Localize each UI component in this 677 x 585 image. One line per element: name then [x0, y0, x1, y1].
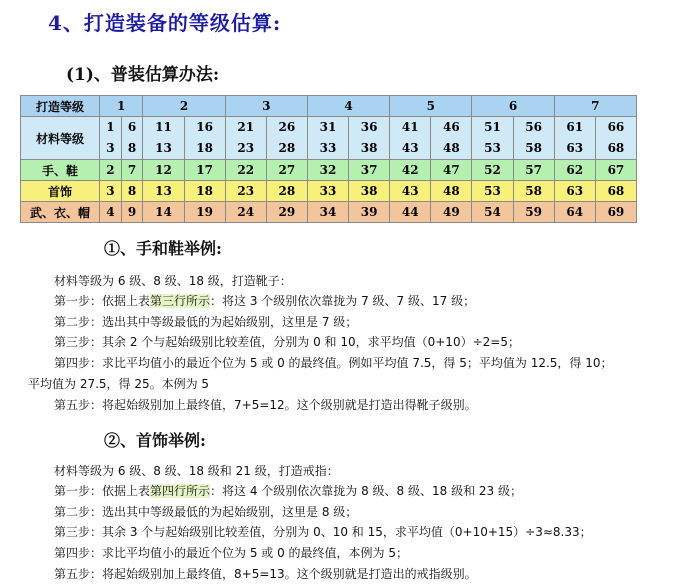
- shoe-cell: 37: [349, 160, 390, 181]
- jewel-cell: 58: [513, 181, 554, 202]
- jewel-cell: 18: [184, 181, 225, 202]
- jewel-cell: 38: [349, 181, 390, 202]
- jewel-cell: 63: [554, 181, 595, 202]
- shoe-cell: 67: [595, 160, 636, 181]
- highlight-row4: 第四行所示: [150, 484, 211, 498]
- armor-cell: 29: [266, 202, 307, 223]
- page-heading: 4、打造装备的等级估算:: [48, 11, 282, 35]
- jewel-cell: 68: [595, 181, 636, 202]
- row-label-armor: 武、衣、帽: [21, 202, 100, 223]
- shoe-cell: 2: [100, 160, 122, 181]
- row-label-build: 打造等级: [21, 96, 100, 117]
- material-cell: 1 3: [100, 117, 122, 160]
- build-level-cell: 1: [100, 96, 143, 117]
- armor-cell: 44: [390, 202, 431, 223]
- shoe-cell: 62: [554, 160, 595, 181]
- table-row-build-level: [21, 96, 637, 117]
- armor-cell: 19: [184, 202, 225, 223]
- row-label-material: 材料等级: [21, 117, 100, 160]
- shoe-cell: 12: [143, 160, 184, 181]
- example2-step2: 第二步：选出其中等级最低的为起始级别，这里是 8 级；: [54, 505, 358, 519]
- section-subheading: (1)、普装估算办法:: [66, 65, 220, 85]
- material-cell: 36 38: [349, 117, 390, 160]
- shoe-cell: 32: [307, 160, 348, 181]
- shoe-cell: 52: [472, 160, 513, 181]
- armor-cell: 49: [431, 202, 472, 223]
- example2-intro: 材料等级为 6 级、8 级、18 级和 21 级，打造戒指：: [54, 464, 339, 478]
- example1-step2: 第二步：选出其中等级最低的为起始级别，这里是 7 级；: [54, 315, 358, 329]
- armor-cell: 69: [595, 202, 636, 223]
- jewel-cell: 13: [143, 181, 184, 202]
- build-level-cell: 3: [225, 96, 307, 117]
- material-cell: 56 58: [513, 117, 554, 160]
- example2-title: ②、首饰举例:: [104, 431, 206, 450]
- armor-cell: 54: [472, 202, 513, 223]
- table-row-shoe: [21, 160, 637, 181]
- highlight-row3: 第三行所示: [150, 294, 211, 308]
- material-cell: 66 68: [595, 117, 636, 160]
- example1-title: ①、手和鞋举例:: [104, 239, 222, 258]
- armor-cell: 34: [307, 202, 348, 223]
- grade-table: [20, 95, 637, 223]
- shoe-cell: 57: [513, 160, 554, 181]
- row-label-shoe: 手、鞋: [21, 160, 100, 181]
- build-level-cell: 6: [472, 96, 554, 117]
- material-cell: 31 33: [307, 117, 348, 160]
- example1-intro: 材料等级为 6 级、8 级、18 级，打造靴子：: [54, 274, 292, 288]
- jewel-cell: 48: [431, 181, 472, 202]
- shoe-cell: 42: [390, 160, 431, 181]
- shoe-cell: 17: [184, 160, 225, 181]
- example1-step4: 第四步：求比平均值小的最近个位为 5 或 0 的最终值。例如平均值 7.5，得 5；平均值为 12.5，得 10；: [54, 356, 613, 370]
- jewel-cell: 28: [266, 181, 307, 202]
- build-level-cell: 4: [307, 96, 389, 117]
- table-row-jewelry: [21, 181, 637, 202]
- jewel-cell: 33: [307, 181, 348, 202]
- material-cell: 26 28: [266, 117, 307, 160]
- material-cell: 51 53: [472, 117, 513, 160]
- material-cell: 41 43: [390, 117, 431, 160]
- material-cell: 11 13: [143, 117, 184, 160]
- jewel-cell: 23: [225, 181, 266, 202]
- example1-step3: 第三步：其余 2 个与起始级别比较差值，分别为 0 和 10，求平均值（0+10）÷2=5；: [54, 335, 520, 349]
- example2-step4: 第四步：求比平均值小的最近个位为 5 或 0 的最终值，本例为 5；: [54, 546, 408, 560]
- armor-cell: 39: [349, 202, 390, 223]
- example1-step1: 第一步：依据上表第三行所示：将这 3 个级别依次靠拢为 7 级、7 级、17 级；: [54, 294, 476, 308]
- jewel-cell: 53: [472, 181, 513, 202]
- example2-step3: 第三步：其余 3 个与起始级别比较差值，分别为 0、10 和 15，求平均值（0+10+15）÷3≈8.33；: [54, 525, 592, 539]
- build-level-cell: 2: [143, 96, 225, 117]
- armor-cell: 59: [513, 202, 554, 223]
- material-cell: 46 48: [431, 117, 472, 160]
- table-row-material-level: [21, 117, 637, 160]
- armor-cell: 9: [121, 202, 143, 223]
- material-cell: 6 8: [121, 117, 143, 160]
- jewel-cell: 3: [100, 181, 122, 202]
- example2-step1: 第一步：依据上表第四行所示：将这 4 个级别依次靠拢为 8 级、8 级、18 级和 23 级；: [54, 484, 522, 498]
- armor-cell: 14: [143, 202, 184, 223]
- example1-step5: 第五步：将起始级别加上最终值，7+5=12。这个级别就是打造出得靴子级别。: [54, 398, 477, 412]
- armor-cell: 24: [225, 202, 266, 223]
- shoe-cell: 27: [266, 160, 307, 181]
- build-level-cell: 5: [390, 96, 472, 117]
- jewel-cell: 8: [121, 181, 143, 202]
- armor-cell: 64: [554, 202, 595, 223]
- material-cell: 61 63: [554, 117, 595, 160]
- material-cell: 16 18: [184, 117, 225, 160]
- example2-step5: 第五步：将起始级别加上最终值，8+5=13。这个级别就是打造出的戒指级别。: [54, 567, 477, 581]
- armor-cell: 4: [100, 202, 122, 223]
- shoe-cell: 7: [121, 160, 143, 181]
- build-level-cell: 7: [554, 96, 636, 117]
- row-label-jewelry: 首饰: [21, 181, 100, 202]
- shoe-cell: 47: [431, 160, 472, 181]
- material-cell: 21 23: [225, 117, 266, 160]
- table-row-armor: [21, 202, 637, 223]
- example1-step4-cont: 平均值为 27.5，得 25。本例为 5: [28, 377, 210, 391]
- shoe-cell: 22: [225, 160, 266, 181]
- jewel-cell: 43: [390, 181, 431, 202]
